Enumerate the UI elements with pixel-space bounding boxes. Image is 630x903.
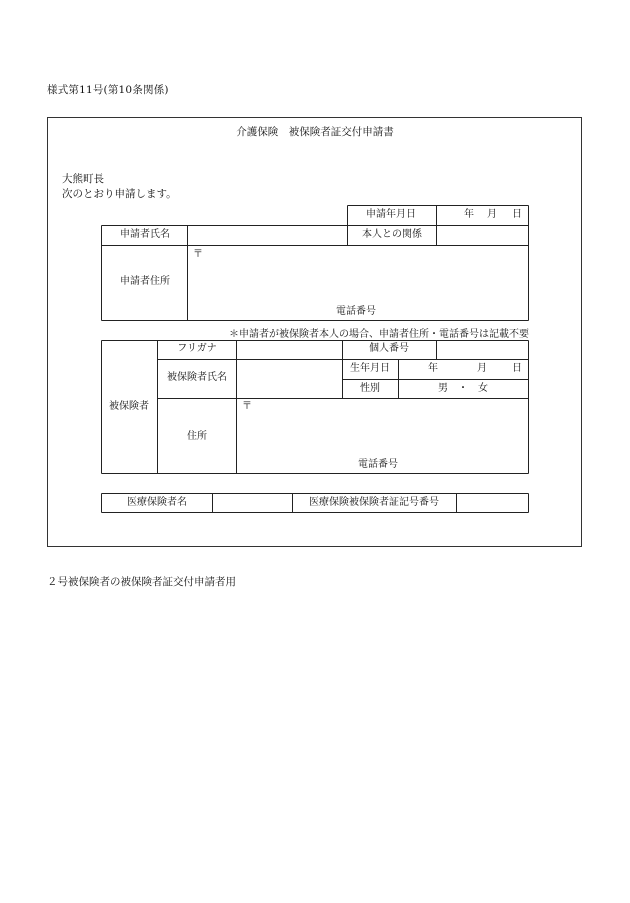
birthdate-year: 年 [428,363,438,374]
insured-address-label: 住所 [187,431,207,442]
addressee: 大熊町長 [62,173,104,185]
application-date-label: 申請年月日 [366,209,416,220]
furigana-label: フリガナ [177,343,217,354]
footer-note: ２号被保険者の被保険者証交付申請者用 [47,576,236,588]
sex-options[interactable]: 男 ・ 女 [438,383,488,394]
applicant-phone-label: 電話番号 [336,306,376,317]
request-line: 次のとおり申請します。 [62,188,177,200]
applicant-note: ＊申請者が被保険者本人の場合、申請者住所・電話番号は記載不要 [229,329,529,340]
card-number-label: 医療保険被保険者証記号番号 [309,497,439,508]
birthdate-month: 月 [477,363,487,374]
application-date-year: 年 [464,209,474,220]
relation-label: 本人との関係 [362,229,422,240]
applicant-postal-mark: 〒 [193,249,203,260]
applicant-address-label: 申請者住所 [120,276,170,287]
insured-section-label: 被保険者 [109,401,149,412]
insured-name-field[interactable] [238,361,341,397]
application-date-month: 月 [487,209,497,220]
insured-postal-mark: 〒 [242,401,252,412]
application-date-day: 日 [512,209,522,220]
insured-name-label: 被保険者氏名 [167,372,227,383]
sex-label: 性別 [360,383,380,394]
relation-field[interactable] [438,227,527,244]
form-number: 様式第11号(第10条関係) [47,84,169,96]
applicant-name-label: 申請者氏名 [120,229,170,240]
personal-number-label: 個人番号 [369,343,409,354]
insured-phone-label: 電話番号 [358,459,398,470]
medical-insurer-field[interactable] [214,495,291,511]
personal-number-field[interactable] [438,342,527,358]
medical-insurer-label: 医療保険者名 [127,497,187,508]
applicant-name-field[interactable] [189,227,346,244]
birthdate-day: 日 [512,363,522,374]
furigana-field[interactable] [238,342,341,358]
birthdate-label: 生年月日 [350,363,390,374]
form-title: 介護保険 被保険者証交付申請書 [236,126,394,138]
card-number-field[interactable] [458,495,527,511]
